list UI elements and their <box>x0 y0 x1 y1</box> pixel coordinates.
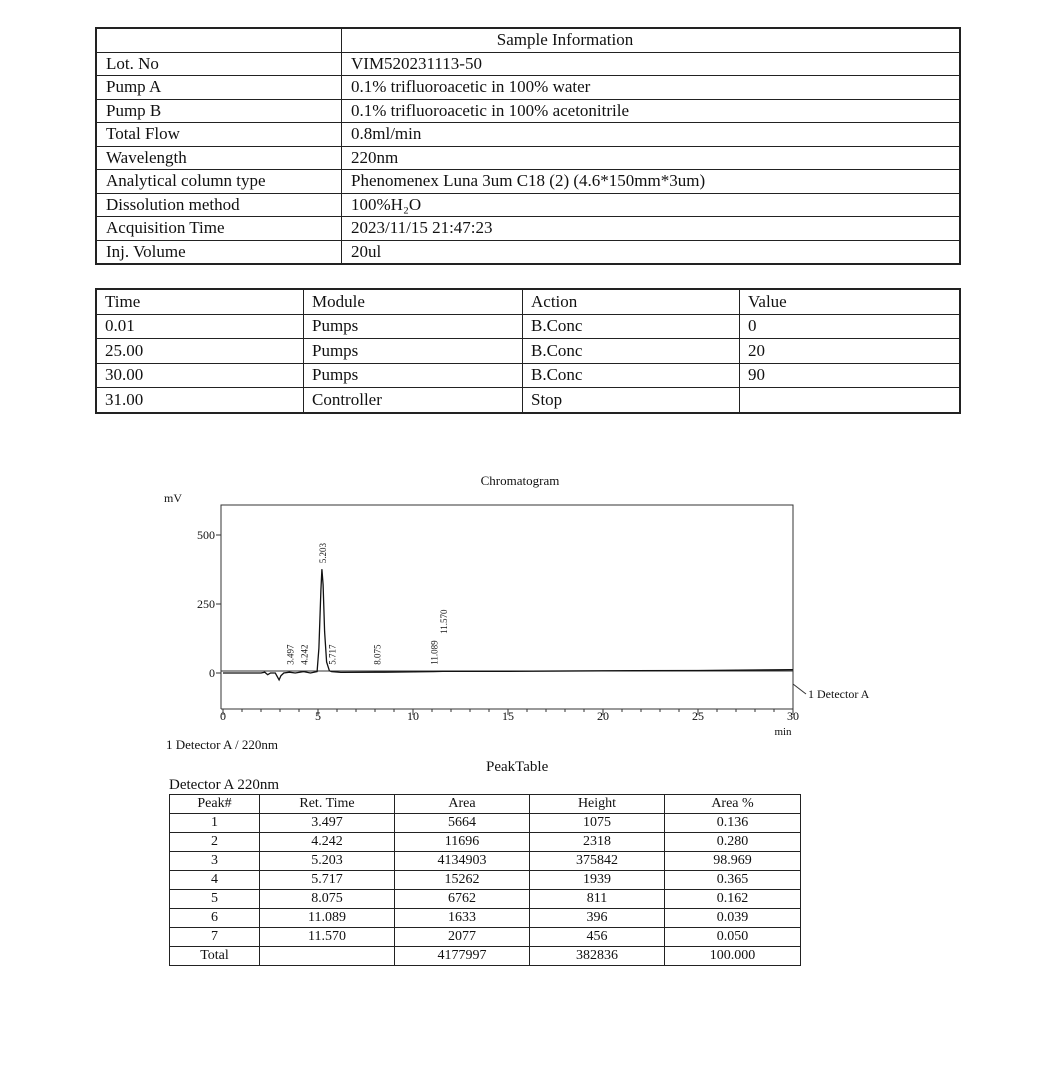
program-action: Stop <box>523 388 740 413</box>
table-row <box>170 928 801 947</box>
program-value: 20 <box>740 339 961 364</box>
table-row <box>170 890 801 909</box>
peak-area: 6762 <box>395 890 530 909</box>
peak-number: 7 <box>170 928 260 947</box>
y-tick-label: 500 <box>197 528 215 542</box>
program-action: B.Conc <box>523 363 740 388</box>
sample-info-value: 0.1% trifluoroacetic in 100% acetonitrile <box>342 99 961 123</box>
program-row <box>96 363 960 388</box>
program-value <box>740 388 961 413</box>
x-tick-label: 5 <box>315 709 321 723</box>
table-row <box>170 909 801 928</box>
total-peak-ret-time <box>260 947 395 966</box>
peak-area: 4134903 <box>395 852 530 871</box>
program-header-module: Module <box>304 289 523 314</box>
peak-table <box>169 794 801 966</box>
peak-ret-time: 4.242 <box>260 833 395 852</box>
peak-labels <box>285 542 448 664</box>
peak-number: 5 <box>170 890 260 909</box>
x-axis-label: min <box>774 726 792 738</box>
peak-number: 3 <box>170 852 260 871</box>
sample-info-row <box>96 52 960 76</box>
program-time: 30.00 <box>96 363 304 388</box>
table-row <box>170 814 801 833</box>
peak-area-pct: 0.162 <box>665 890 801 909</box>
peak-number: 6 <box>170 909 260 928</box>
peak-header-ret-time: Ret. Time <box>260 795 395 814</box>
peak-height: 1939 <box>530 871 665 890</box>
peak-area-pct: 0.039 <box>665 909 801 928</box>
y-axis-label: mV <box>164 491 182 505</box>
peak-table-header <box>170 795 801 814</box>
axis-ticks <box>197 528 799 723</box>
series-label-leader <box>793 684 806 694</box>
peak-height: 1075 <box>530 814 665 833</box>
table-row <box>170 871 801 890</box>
total-peak-area: 4177997 <box>395 947 530 966</box>
chart-title: Chromatogram <box>480 473 560 488</box>
sample-info-label: Dissolution method <box>96 193 342 217</box>
total-peak-area-pct: 100.000 <box>665 947 801 966</box>
peak-label: 11.570 <box>438 609 449 634</box>
y-tick-label: 250 <box>197 597 215 611</box>
peak-label: 11.089 <box>429 640 440 665</box>
peak-header-area: Area <box>395 795 530 814</box>
program-time: 25.00 <box>96 339 304 364</box>
program-action: B.Conc <box>523 314 740 339</box>
program-header-value: Value <box>740 289 961 314</box>
program-value: 0 <box>740 314 961 339</box>
program-header-action: Action <box>523 289 740 314</box>
sample-info-row <box>96 170 960 194</box>
peak-header-number: Peak# <box>170 795 260 814</box>
table-row <box>170 852 801 871</box>
peak-ret-time: 5.203 <box>260 852 395 871</box>
total-row <box>170 947 801 966</box>
peak-area-pct: 98.969 <box>665 852 801 871</box>
sample-info-label: Inj. Volume <box>96 240 342 264</box>
sample-info-value: 2023/11/15 21:47:23 <box>342 217 961 241</box>
program-time: 31.00 <box>96 388 304 413</box>
sample-info-title: Sample Information <box>342 28 961 52</box>
peak-area-pct: 0.136 <box>665 814 801 833</box>
peak-area-pct: 0.050 <box>665 928 801 947</box>
x-tick-label: 10 <box>407 709 419 723</box>
program-module: Pumps <box>304 339 523 364</box>
y-tick-label: 0 <box>209 666 215 680</box>
x-tick-label: 30 <box>787 709 799 723</box>
sample-info-label: Total Flow <box>96 123 342 147</box>
peak-ret-time: 11.570 <box>260 928 395 947</box>
program-action: B.Conc <box>523 339 740 364</box>
peak-header-height: Height <box>530 795 665 814</box>
series-label: 1 Detector A <box>808 687 870 701</box>
sample-info-row <box>96 146 960 170</box>
sample-info-label: Wavelength <box>96 146 342 170</box>
program-value: 90 <box>740 363 961 388</box>
program-row <box>96 339 960 364</box>
program-header-row <box>96 289 960 314</box>
peak-area: 15262 <box>395 871 530 890</box>
program-row <box>96 314 960 339</box>
peak-header-area-pct: Area % <box>665 795 801 814</box>
peak-label: 4.242 <box>299 644 310 665</box>
peak-area: 1633 <box>395 909 530 928</box>
peak-ret-time: 11.089 <box>260 909 395 928</box>
sample-info-value: Phenomenex Luna 3um C18 (2) (4.6*150mm*3um) <box>342 170 961 194</box>
x-tick-label: 15 <box>502 709 514 723</box>
peak-area-pct: 0.365 <box>665 871 801 890</box>
sample-info-value: 0.8ml/min <box>342 123 961 147</box>
sample-info-label: Pump A <box>96 76 342 100</box>
x-tick-label: 20 <box>597 709 609 723</box>
program-module: Pumps <box>304 363 523 388</box>
sample-info-value: 220nm <box>342 146 961 170</box>
peak-label: 3.497 <box>285 644 296 665</box>
sample-info-value: VIM520231113-50 <box>342 52 961 76</box>
peak-area: 2077 <box>395 928 530 947</box>
sample-info-row <box>96 76 960 100</box>
peak-table-title: PeakTable <box>486 759 549 775</box>
peak-area: 11696 <box>395 833 530 852</box>
x-tick-label: 0 <box>220 709 226 723</box>
peak-height: 811 <box>530 890 665 909</box>
sample-info-value: 20ul <box>342 240 961 264</box>
program-header-time: Time <box>96 289 304 314</box>
peak-table-detector: Detector A 220nm <box>169 777 279 793</box>
sample-info-value: 100%H₂O <box>342 193 961 217</box>
peak-ret-time: 5.717 <box>260 871 395 890</box>
sample-info-label: Lot. No <box>96 52 342 76</box>
gradient-program-table <box>95 288 961 414</box>
sample-info-label: Pump B <box>96 99 342 123</box>
sample-info-label: Acquisition Time <box>96 217 342 241</box>
sample-info-row <box>96 193 960 217</box>
peak-label: 8.075 <box>372 644 383 665</box>
peak-height: 2318 <box>530 833 665 852</box>
peak-height: 456 <box>530 928 665 947</box>
peak-height: 396 <box>530 909 665 928</box>
sample-info-row <box>96 123 960 147</box>
peak-label: 5.203 <box>317 542 328 564</box>
peak-number: 2 <box>170 833 260 852</box>
program-time: 0.01 <box>96 314 304 339</box>
program-module: Controller <box>304 388 523 413</box>
chart-caption: 1 Detector A / 220nm <box>166 737 278 752</box>
program-row <box>96 388 960 413</box>
chromatogram-chart <box>150 465 890 755</box>
peak-number: 4 <box>170 871 260 890</box>
total-peak-height: 382836 <box>530 947 665 966</box>
peak-ret-time: 8.075 <box>260 890 395 909</box>
sample-info-value: 0.1% trifluoroacetic in 100% water <box>342 76 961 100</box>
peak-label: 5.717 <box>327 644 338 665</box>
x-tick-label: 25 <box>692 709 704 723</box>
peak-ret-time: 3.497 <box>260 814 395 833</box>
table-row <box>170 833 801 852</box>
sample-info-label: Analytical column type <box>96 170 342 194</box>
total-peak-number: Total <box>170 947 260 966</box>
peak-height: 375842 <box>530 852 665 871</box>
peak-area: 5664 <box>395 814 530 833</box>
peak-number: 1 <box>170 814 260 833</box>
program-module: Pumps <box>304 314 523 339</box>
sample-info-row <box>96 99 960 123</box>
peak-area-pct: 0.280 <box>665 833 801 852</box>
